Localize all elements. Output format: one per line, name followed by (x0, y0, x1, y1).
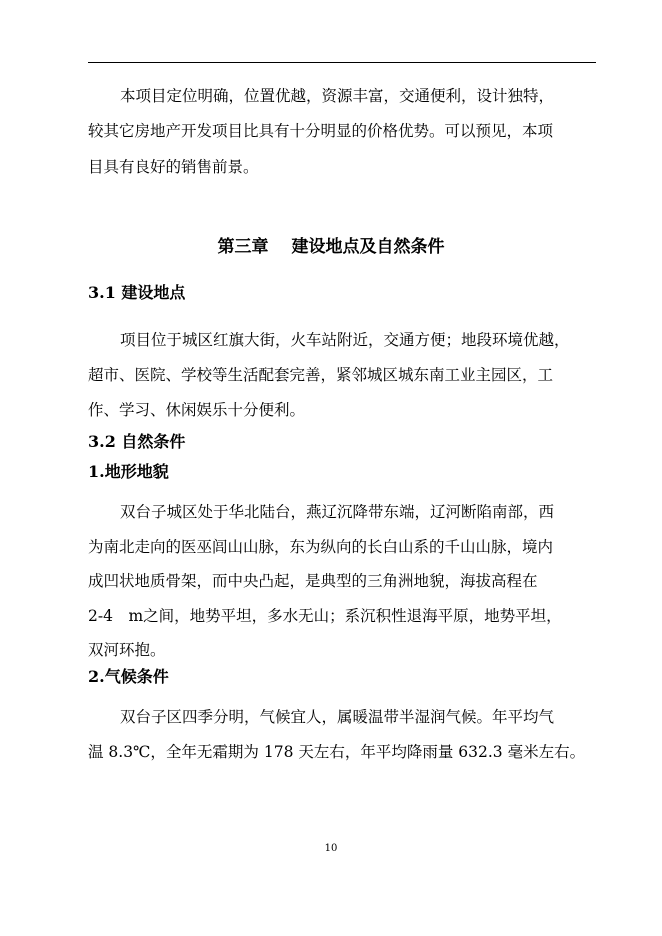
terrain-line-4: 2-4 m之间，地势平坦，多水无山；系沉积性退海平原，地势平坦， (88, 607, 562, 625)
section-3-2-heading: 3.2 自然条件 (88, 432, 186, 451)
intro-line-1: 本项目定位明确，位置优越，资源丰富，交通便利，设计独特， (120, 87, 555, 105)
terrain-line-2: 为南北走向的医巫闾山山脉，东为纵向的长白山系的千山山脉，境内 (88, 538, 554, 556)
terrain-line-1: 双台子城区处于华北陆台，燕辽沉降带东端，辽河断陷南部，西 (120, 503, 555, 521)
page-number: 10 (324, 843, 338, 854)
chapter-title: 第三章 建设地点及自然条件 (217, 237, 445, 257)
intro-line-2: 较其它房地产开发项目比具有十分明显的价格优势。可以预见，本项 (88, 122, 554, 140)
section-3-1-line-3: 作、学习、休闲娱乐十分便利。 (88, 401, 306, 419)
climate-line-2: 温 8.3℃，全年无霜期为 178 天左右，年平均降雨量 632.3 毫米左右。 (88, 743, 586, 761)
terrain-line-5: 双河环抱。 (88, 641, 166, 659)
climate-line-1: 双台子区四季分明，气候宜人，属暖温带半湿润气候。年平均气 (120, 708, 555, 726)
header-rule (88, 62, 596, 63)
section-3-1-line-2: 超市、医院、学校等生活配套完善，紧邻城区城东南工业主园区，工 (88, 366, 554, 384)
terrain-line-3: 成凹状地质骨架，而中央凸起，是典型的三角洲地貌，海拔高程在 (88, 572, 538, 590)
climate-heading: 2.气候条件 (88, 667, 169, 686)
section-3-1-heading: 3.1 建设地点 (88, 283, 186, 302)
section-3-1-line-1: 项目位于城区红旗大街，火车站附近，交通方便；地段环境优越， (120, 331, 570, 349)
terrain-heading: 1.地形地貌 (88, 462, 169, 481)
intro-line-3: 目具有良好的销售前景。 (88, 158, 259, 176)
